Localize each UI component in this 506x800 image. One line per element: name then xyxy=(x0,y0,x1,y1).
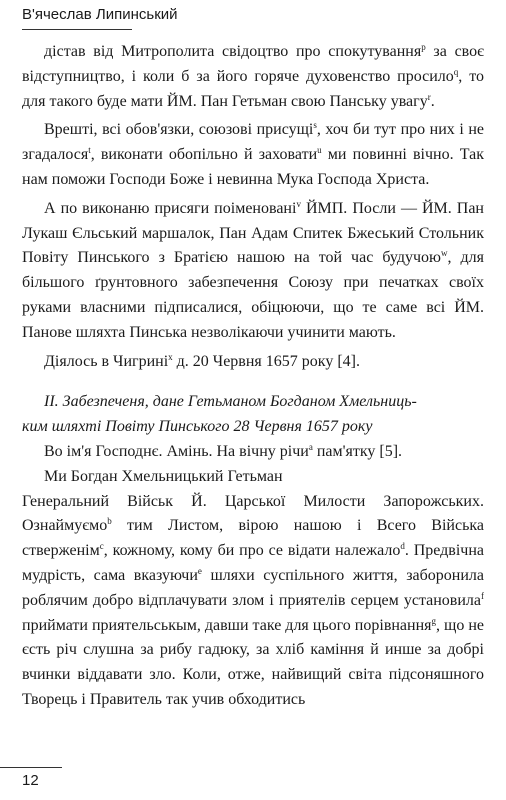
footnote-marker: u xyxy=(317,145,322,156)
footnote-marker: p xyxy=(421,42,426,52)
footnote-marker: g xyxy=(431,615,437,626)
text-run: , для більшого ґрунтовного забезпечення Союзу при печатках своїх руками власними підписалися, обіцюючи, що те саме всі ЙМ. Панове шляхта Пинська незволікаючи учинити мають. xyxy=(22,249,485,341)
text-run: , виконати обопільно й заховати xyxy=(90,146,318,164)
footnote-marker: q xyxy=(453,66,459,77)
text-run: шляхи суспільного життя, заборонила роблячим добро відплачувати злом і приятелів серцем установила xyxy=(22,566,484,609)
text-run: А по виконаню присяги поіменовані xyxy=(44,199,297,217)
text-run: , що не єсть річ слушна за рибу гадюку, за хліб каміння й инше за добрі вчинки віддавати зло. Коли, отже, найвищий світа підсоняшного Творець і Правитель так учив обходитись xyxy=(22,616,484,708)
text-run: Во ім'я Господнє. Амінь. На вічну річи xyxy=(44,442,309,460)
text-run: тим Листом, вірою нашою і Всего Війська стверженім xyxy=(22,517,484,560)
text-run: . Предвічна мудрість, сама вказуючи xyxy=(22,542,484,584)
text-run: Врешті, всі обов'язки, союзові присущі xyxy=(44,121,314,139)
text-run: , то для такого буде мати ЙМ. Пан Гетьман свою Панську увагу xyxy=(22,67,485,110)
footnote-marker: c xyxy=(99,541,104,552)
paragraph xyxy=(22,40,484,114)
paragraph xyxy=(22,465,484,490)
text-run: Діялось в Чигрині xyxy=(44,352,169,370)
text-run: д. 20 Червня 1657 року [4]. xyxy=(172,352,360,370)
footnote-marker: d xyxy=(400,541,405,552)
header-rule xyxy=(22,29,132,30)
text-run: приймати приятельськым, давши таке для цього порівнання xyxy=(22,616,432,634)
body-text xyxy=(22,40,484,713)
paragraph xyxy=(22,118,484,192)
text-run: пам'ятку [5]. xyxy=(312,442,403,460)
footnote-marker: b xyxy=(107,516,112,527)
footnote-marker: v xyxy=(296,198,301,209)
footnote-marker: f xyxy=(481,590,484,601)
section-heading-line: ким шляхті Повіту Пинського 28 Червня 1657 року xyxy=(22,418,373,436)
text-run: дістав від Митрополита свідоцтво про спокутування xyxy=(44,43,422,60)
footer-rule xyxy=(0,767,62,768)
text-run: . xyxy=(430,92,435,110)
section-heading xyxy=(22,390,484,440)
footnote-marker: e xyxy=(197,565,202,576)
paragraph xyxy=(22,440,484,465)
footnote-marker: s xyxy=(313,120,317,131)
paragraph xyxy=(22,350,484,375)
text-run: за своє відступництво, і коли б за його горяче духовенство просило xyxy=(22,43,484,85)
paragraph xyxy=(22,197,484,346)
footnote-marker: r xyxy=(427,91,431,102)
footnote-marker: w xyxy=(441,248,448,259)
text-run: ми повинні вічно. Так нам поможи Господи Боже і невинна Мука Господа Христа. xyxy=(22,146,484,188)
footnote-marker: x xyxy=(168,351,173,362)
text-run: Генеральний Військ Й. Царської Милости Запорожських. Ознаймуємо xyxy=(22,492,484,535)
footnote-marker: t xyxy=(88,145,91,156)
section-heading-line: II. Забезпеченя, дане Гетьманом Богданом Хмельниць- xyxy=(44,393,417,411)
footnote-marker: a xyxy=(308,441,313,452)
text-run: , хоч би тут про них і не згадалося xyxy=(22,121,484,164)
text-run: Ми Богдан Хмельницький Гетьман xyxy=(44,467,283,485)
running-head: В'ячеслав Липинський xyxy=(22,6,178,23)
text-run: ЙМП. Посли — ЙМ. Пан Лукаш Єльський маршалок, Пан Адам Спитек Бжеський Стольник Повіту Пинського з Братією нашою на той час будучою xyxy=(22,199,484,267)
paragraph xyxy=(22,490,484,713)
text-run: , кожному, кому би про се відати належало xyxy=(103,542,401,560)
page-number: 12 xyxy=(22,772,39,789)
